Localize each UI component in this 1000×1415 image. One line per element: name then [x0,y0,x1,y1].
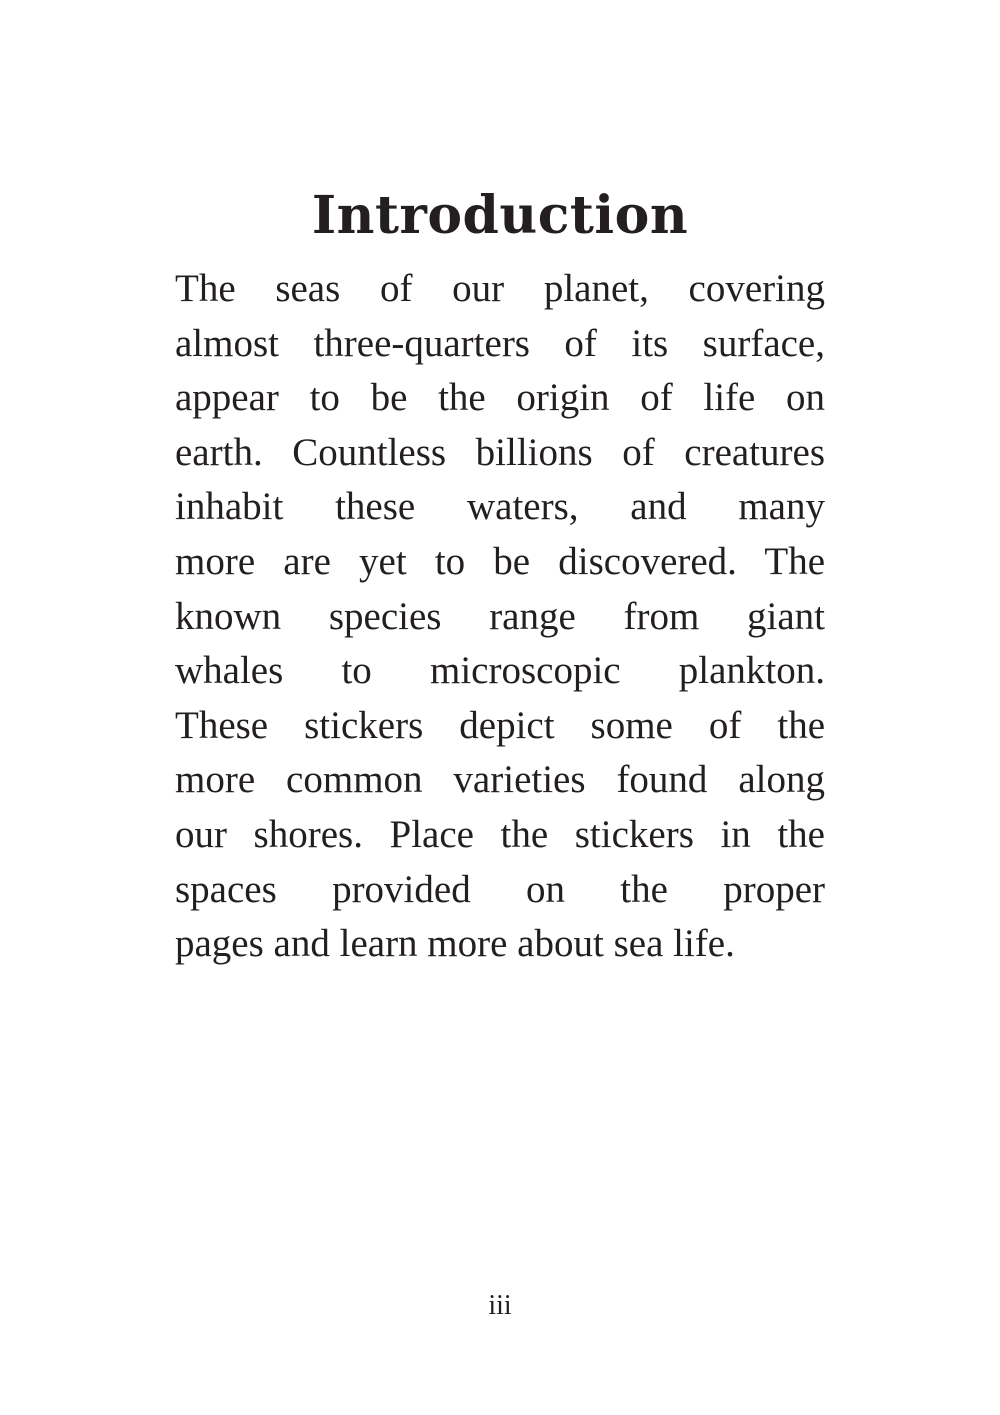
paragraph-line: appear to be the origin of life on [175,376,825,420]
paragraph-line: spaces provided on the proper [175,867,825,911]
page-title: Introduction [311,185,689,246]
paragraph-line: more common varieties found along [175,758,825,802]
paragraph-line: our shores. Place the stickers in the [175,812,825,856]
paragraph-line: These stickers depict some of the [175,703,825,747]
paragraph-line: whales to microscopic plankton. [175,649,825,693]
paragraph-line: earth. Countless billions of creatures [175,430,825,474]
paragraph-line: The seas of our planet, covering [175,267,825,310]
paragraph-line: known species range from giant [175,594,825,638]
paragraph-line: almost three-quarters of its surface, [175,321,825,365]
paragraph-line: pages and learn more about sea life. [175,922,735,966]
page-number: iii [488,1290,512,1321]
paragraph-line: inhabit these waters, and many [175,485,825,529]
introduction-paragraph [175,262,825,972]
paragraph-line: more are yet to be discovered. The [175,539,825,583]
